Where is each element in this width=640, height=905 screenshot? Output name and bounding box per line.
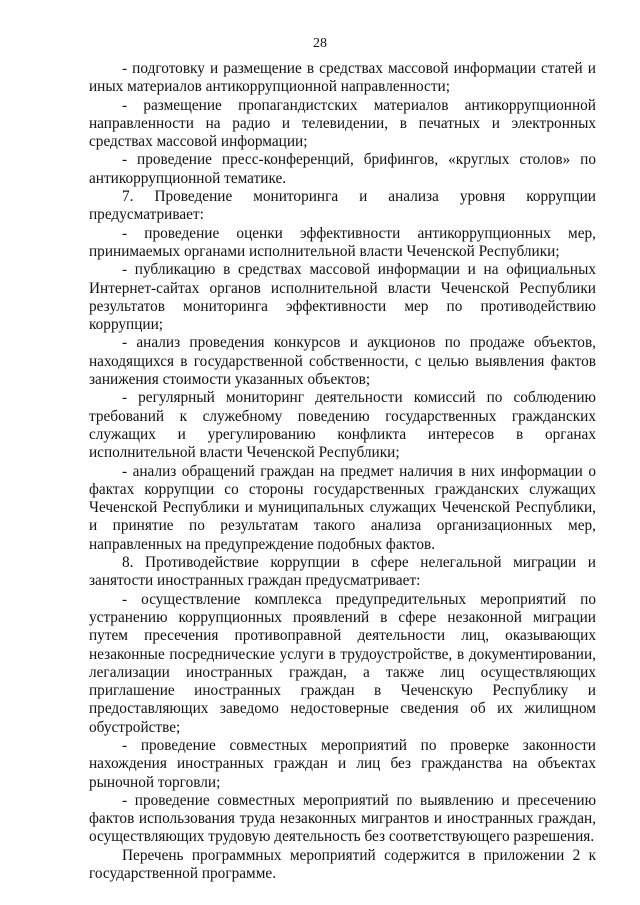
paragraph: - публикацию в средствах массовой информации и на официальных Интернет-сайтах органов исполнительной власти Чеченской Республики результатов мониторинга эффективности мер по противодействию коррупции;: [89, 261, 596, 334]
paragraph: - проведение оценки эффективности антикоррупционных мер, принимаемых органами исполнительной власти Чеченской Республики;: [89, 224, 596, 260]
paragraph: - размещение пропагандистских материалов антикоррупционной направленности на радио и телевидении, в печатных и электронных средствах массовой информации;: [89, 96, 596, 151]
paragraph: - проведение совместных мероприятий по выявлению и пресечению фактов использования труда незаконных мигрантов и иностранных граждан, осуществляющих трудовую деятельность без соответствующего разрешения.: [89, 791, 596, 846]
paragraph: Перечень программных мероприятий содержится в приложении 2 к государственной программе.: [89, 846, 596, 883]
paragraph: - осуществление комплекса предупредительных мероприятий по устранению коррупционных проявлений в сфере незаконной миграции путем пресечения противоправной деятельности лиц, оказывающих незаконные посреднические услуги в трудоустройстве, в документировании, легализации иностранных граждан, а также лиц осуществляющих приглашение иностранных граждан в Чеченскую Республику и предоставляющих заведомо недостоверные сведения об их жилищном обустройстве;: [89, 590, 596, 736]
section-heading: 7. Проведение мониторинга и анализа уровня коррупции предусматривает:: [89, 188, 596, 224]
page-number: 28: [313, 36, 327, 51]
section-heading: 8. Противодействие коррупции в сфере нелегальной миграции и занятости иностранных граждан предусматривает:: [89, 554, 596, 590]
paragraph: - подготовку и размещение в средствах массовой информации статей и иных материалов антикоррупционной направленности;: [89, 60, 596, 96]
paragraph: - проведение пресс-конференций, брифингов, «круглых столов» по антикоррупционной тематике.: [89, 151, 596, 187]
paragraph: - регулярный мониторинг деятельности комиссий по соблюдению требований к служебному поведению государственных гражданских служащих и урегулированию конфликта интересов в органах исполнительной власти Чеченской Республики;: [89, 389, 596, 462]
paragraph: - анализ проведения конкурсов и аукционов по продаже объектов, находящихся в государственной собственности, с целью выявления фактов занижения стоимости указанных объектов;: [89, 334, 596, 389]
paragraph: - анализ обращений граждан на предмет наличия в них информации о фактах коррупции со стороны государственных гражданских служащих Чеченской Республики и муниципальных служащих Чеченской Республики, и принятие по результатам такого анализа организационных мер, направленных на предупреждение подобных фактов.: [89, 462, 596, 553]
paragraph: - проведение совместных мероприятий по проверке законности нахождения иностранных граждан и лиц без гражданства на объектах рыночной торговли;: [89, 736, 596, 791]
